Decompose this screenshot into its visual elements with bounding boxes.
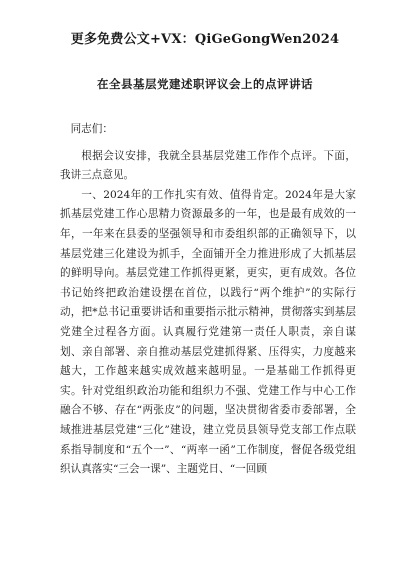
greeting: 同志们： xyxy=(70,123,113,135)
paragraph: 根据会议安排，我就全县基层党建工作作个点评。下面，我讲三点意见。 xyxy=(60,149,356,182)
paragraph: 一、2024年的工作扎实有效、值得肯定。2024年是大家抓基层党建工作心思精力资源最多的一年，也是最有成效的一年，一年来在县委的坚强领导和市委组织部的正确领导下，以基层党建三化建设为抓手，全面铺开全力推进形成了大抓基层的鲜明导向。基层党建工作抓得更紧，更实，更有成效。各位书记始终把政治建设摆在首位，以践行“两个维护”的实际行动，把*总书记重要讲话和重要指示批示精神，贯彻落实到基层党建全过程各方面。认真履行党建第一责任人职责，亲自谋划、亲自部署、亲自推动基层党建抓得紧、压得实，力度越来越大，工作越来越实成效越来越明显。一是基础工作抓得更实。针对党组织政治功能和组织力不强、党建工作与中心工作融合不够、存在“两张皮”的问题，坚决贯彻省委市委部署，全域推进基层党建“三化”建设，建立党员县领导党支部工作点联系指导制度和“五个一”、“两率一函”工作制度，督促各级党组织认真落实“三会一课”、主题党日、“一回顾 xyxy=(60,188,356,476)
document-body xyxy=(60,120,356,480)
document-title: 在全县基层党建述职评议会上的点评讲话 xyxy=(97,77,313,91)
watermark-header: 更多免费公文+VX：QiGeGongWen2024 xyxy=(70,32,340,47)
